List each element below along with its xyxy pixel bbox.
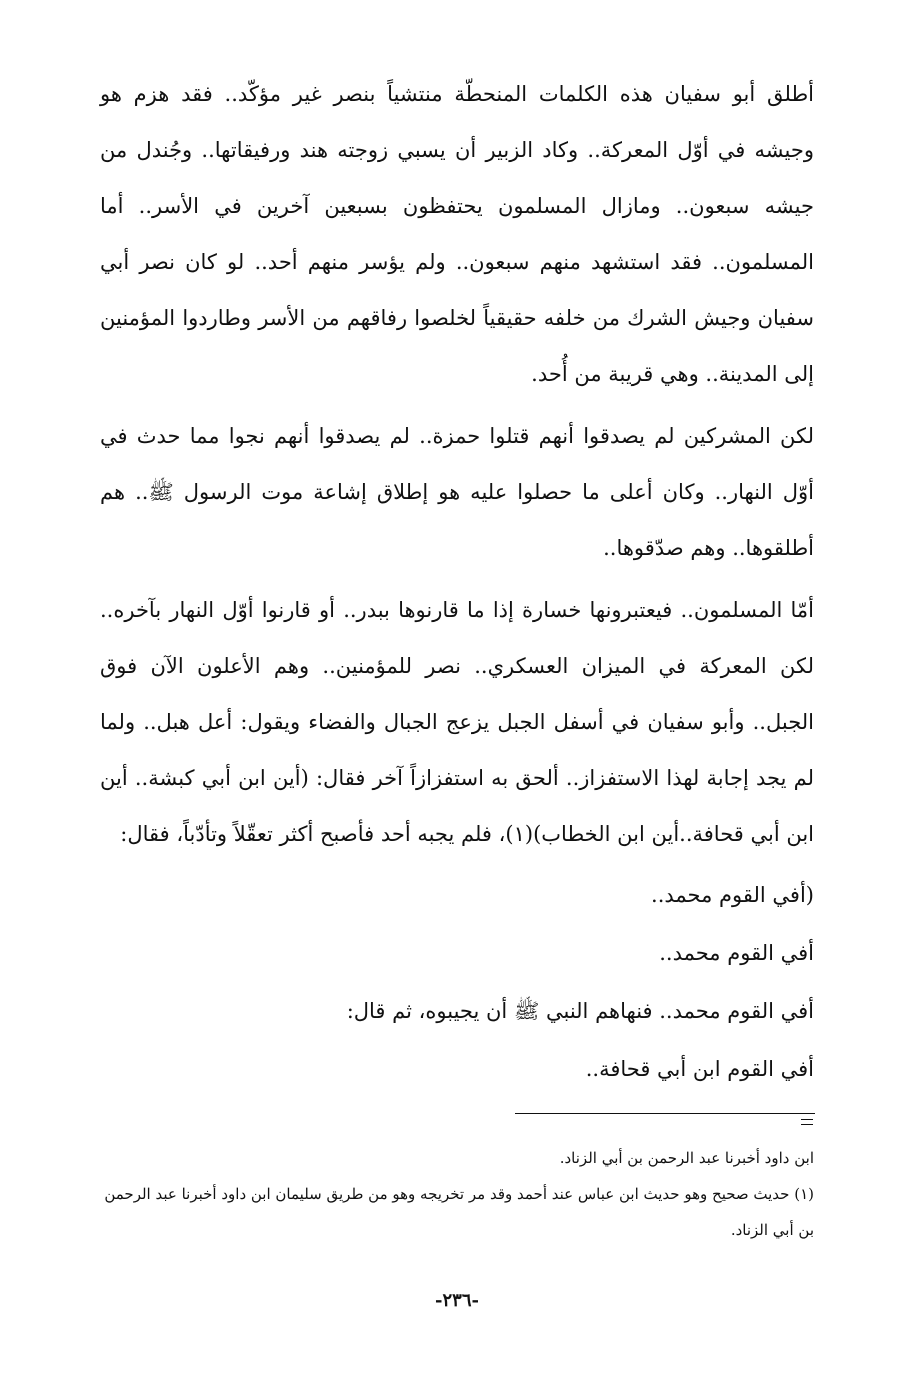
footnote-divider <box>515 1113 815 1114</box>
paragraph-3: أمّا المسلمون.. فيعتبرونها خسارة إذا ما قارنوها ببدر.. أو قارنوا أوّل النهار بآخره.. لكن المعركة في الميزان العسكري.. نصر للمؤمنين.. وهم الأعلون الآن فوق الجبل.. وأبو سفيان في أسفل الجبل يزعج الجبال والفضاء ويقول: أعل هبل.. ولما لم يجد إجابة لهذا الاستفزاز.. ألحق به استفزازاً آخر فقال: (أين ابن أبي كبشة.. أين ابن أبي قحافة..أين ابن الخطاب)(١)، فلم يجبه أحد فأصبح أكثر تعقّلاً وتأدّباً، فقال: <box>100 598 814 846</box>
paragraph-2: لكن المشركين لم يصدقوا أنهم قتلوا حمزة.. لم يصدقوا أنهم نجوا مما حدث في أوّل النهار.. وكان أعلى ما حصلوا عليه هو إطلاق إشاعة موت الرسول ﷺ.. هم أطلقوها.. وهم صدّقوها.. <box>100 424 814 560</box>
quoted-line-4: أفي القوم ابن أبي قحافة.. <box>585 1057 814 1081</box>
quoted-lines <box>100 866 814 1098</box>
quoted-line-3: أفي القوم محمد.. فنهاهم النبي ﷺ أن يجيبوه، ثم قال: <box>346 999 814 1023</box>
footnote-continuation: ابن داود أخبرنا عبد الرحمن بن أبي الزناد. <box>559 1149 814 1167</box>
paragraph-1: أطلق أبو سفيان هذه الكلمات المنحطّة منتشياً بنصر غير مؤكّد.. فقد هزم هو وجيشه في أوّل المعركة.. وكاد الزبير أن يسبي زوجته هند ورفيقاتها.. وجُندل من جيشه سبعون.. ومازال المسلمون يحتفظون بسبعين آخرين في الأسر.. أما المسلمون.. فقد استشهد منهم سبعون.. ولم يؤسر منهم أحد.. لو كان نصر أبي سفيان وجيش الشرك من خلفه حقيقياً لخلصوا رفاقهم من الأسر وطاردوا المؤمنين إلى المدينة.. وهي قريبة من أُحد. <box>100 82 814 386</box>
quoted-line-1: (أفي القوم محمد.. <box>651 883 814 907</box>
page-body <box>100 66 814 1098</box>
page-number: -٢٣٦- <box>435 1290 479 1311</box>
footnote-1: (١) حديث صحيح وهو حديث ابن عباس عند أحمد وقد مر تخريجه وهو من طريق سليمان ابن داود أخبرنا عبد الرحمن بن أبي الزناد. <box>104 1185 814 1239</box>
footnotes <box>100 1140 814 1248</box>
continuation-mark <box>801 1119 813 1125</box>
quoted-line-2: أفي القوم محمد.. <box>659 941 814 965</box>
